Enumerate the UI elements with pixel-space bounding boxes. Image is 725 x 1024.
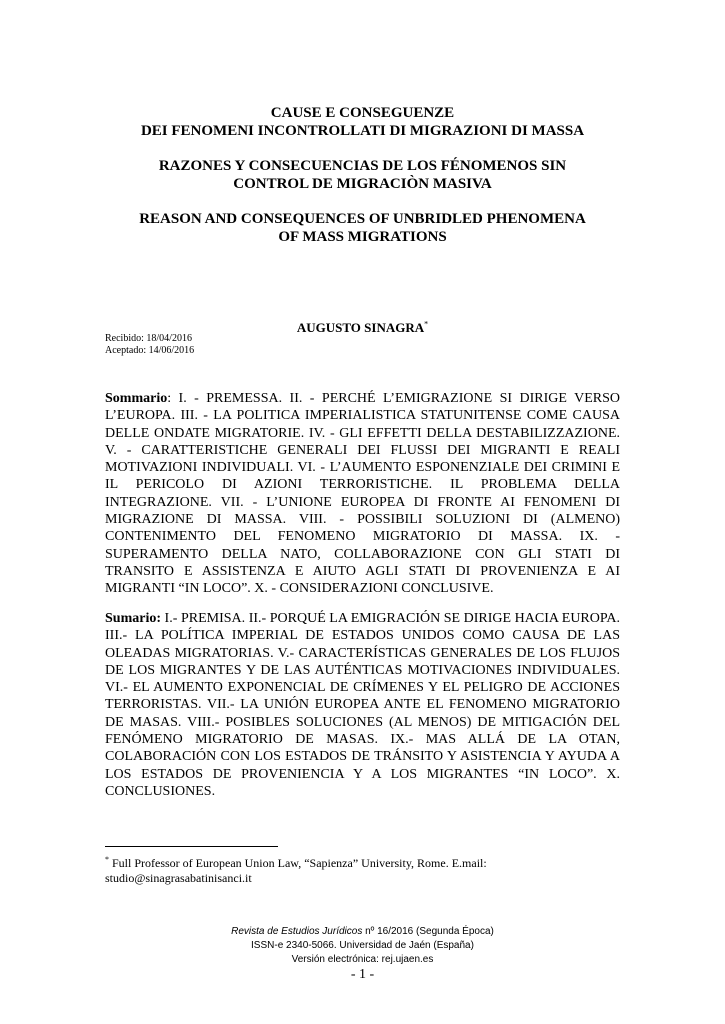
footnote-line1 <box>105 856 620 871</box>
received-date: Recibido: 18/04/2016 <box>105 333 192 344</box>
title-english-line1: REASON AND CONSEQUENCES OF UNBRIDLED PHENOMENA <box>139 211 586 227</box>
title-block <box>100 104 625 263</box>
sommario-label: Sommario <box>105 391 168 406</box>
accepted-date: Aceptado: 14/06/2016 <box>105 345 195 356</box>
footer-issn: ISSN-e 2340-5066. Universidad de Jaén (España) <box>251 940 474 951</box>
title-italian <box>100 104 625 140</box>
sumario-label: Sumario: <box>105 611 161 626</box>
sommario-paragraph <box>105 390 620 598</box>
journal-issue: nº 16/2016 (Segunda Época) <box>362 926 494 937</box>
title-italian-line1: CAUSE E CONSEGUENZE <box>270 105 455 121</box>
journal-name: Revista de Estudios Jurídicos <box>231 926 363 937</box>
sommario-text: : I. - PREMESSA. II. - PERCHÉ L’EMIGRAZIONE SI DIRIGE VERSO L’EUROPA. III. - LA POLITICA IMPERIALISTICA STATUNITENSE COME CAUSA DELLE ONDATE MIGRATORIE. IV. - GLI EFFETTI DELLA DESTABILIZZAZIONE. V. - CARATTERISTICHE GENERALI DEI FLUSSI DEI MIGRANTI E REALI MOTIVAZIONI INDIVIDUALI. VI. - L’AUMENTO ESPONENZIALE DEI CRIMINI E IL PERICOLO DI AZIONI TERRORISTICHE. IL PROBLEMA DELLA INTEGRAZIONE. VII. - L’UNIONE EUROPEA DI FRONTE AI FENOMENI DI MIGRAZIONE DI MASSA. VIII. - POSSIBILI SOLUZIONI DI (ALMENO) CONTENIMENTO DEL FENOMENO MIGRATORIO DI MASSA. IX. - SUPERAMENTO DELLA NATO, COLLABORAZIONE CON GLI STATI DI TRANSITO E ASSISTENZA E AIUTO AGLI STATI DI PROVENIENZA E AI MIGRANTI “IN LOCO”. X. - CONSIDERAZIONI CONCLUSIVE. <box>105 391 620 597</box>
page-footer <box>0 925 725 967</box>
footnote-mark: * <box>105 855 109 864</box>
footnote-email[interactable]: studio@sinagrasabatinisanci.it <box>105 871 252 885</box>
title-english-line2: OF MASS MIGRATIONS <box>278 229 447 245</box>
author-name: AUGUSTO SINAGRA <box>296 320 425 335</box>
title-english <box>100 210 625 246</box>
footer-online-version[interactable]: Versión electrónica: rej.ujaen.es <box>291 954 434 965</box>
sumario-paragraph <box>105 610 620 800</box>
footnote-text: Full Professor of European Union Law, “Sapienza” University, Rome. E.mail: <box>109 856 487 870</box>
title-italian-line2: DEI FENOMENI INCONTROLLATI DI MIGRAZIONI DI MASSA <box>140 123 585 139</box>
submission-dates <box>105 333 194 357</box>
footer-journal-line <box>0 925 725 939</box>
author-footnote-mark[interactable]: * <box>424 319 429 329</box>
footnote <box>105 856 620 886</box>
sumario-text: I.- PREMISA. II.- PORQUÉ LA EMIGRACIÓN SE DIRIGE HACIA EUROPA. III.- LA POLÍTICA IMPERIAL DE ESTADOS UNIDOS COMO CAUSA DE LAS OLEADAS MIGRATORIAS. V.- CARACTERÍSTICAS GENERALES DE LOS FLUJOS DE LOS MIGRANTES Y DE LAS AUTÉNTICAS MOTIVACIONES INDIVIDUALES. VI.- EL AUMENTO EXPONENCIAL DE CRÍMENES Y EL PELIGRO DE ACCIONES TERRORISTAS. VII.- LA UNIÓN EUROPEA ANTE EL FENOMENO MIGRATORIO DE MASAS. VIII.- POSIBLES SOLUCIONES (AL MENOS) DE MITIGACIÓN DEL FENÓMENO MIGRATORIO DE MASAS. IX.- MAS ALLÁ DE LA OTAN, COLABORACIÓN CON LOS ESTADOS DE TRÁNSITO Y ASISTENCIA Y AYUDA A LOS ESTADOS DE PROVENIENCIA Y A LOS MIGRANTES “IN LOCO”. X. CONCLUSIONES. <box>105 611 620 799</box>
title-spanish-line1: RAZONES Y CONSECUENCIAS DE LOS FÉNOMENOS SIN <box>158 158 567 174</box>
page-number: - 1 - <box>350 967 375 982</box>
footnote-divider <box>105 846 278 847</box>
title-spanish-line2: CONTROL DE MIGRACIÒN MASIVA <box>233 176 492 192</box>
title-spanish <box>100 157 625 193</box>
